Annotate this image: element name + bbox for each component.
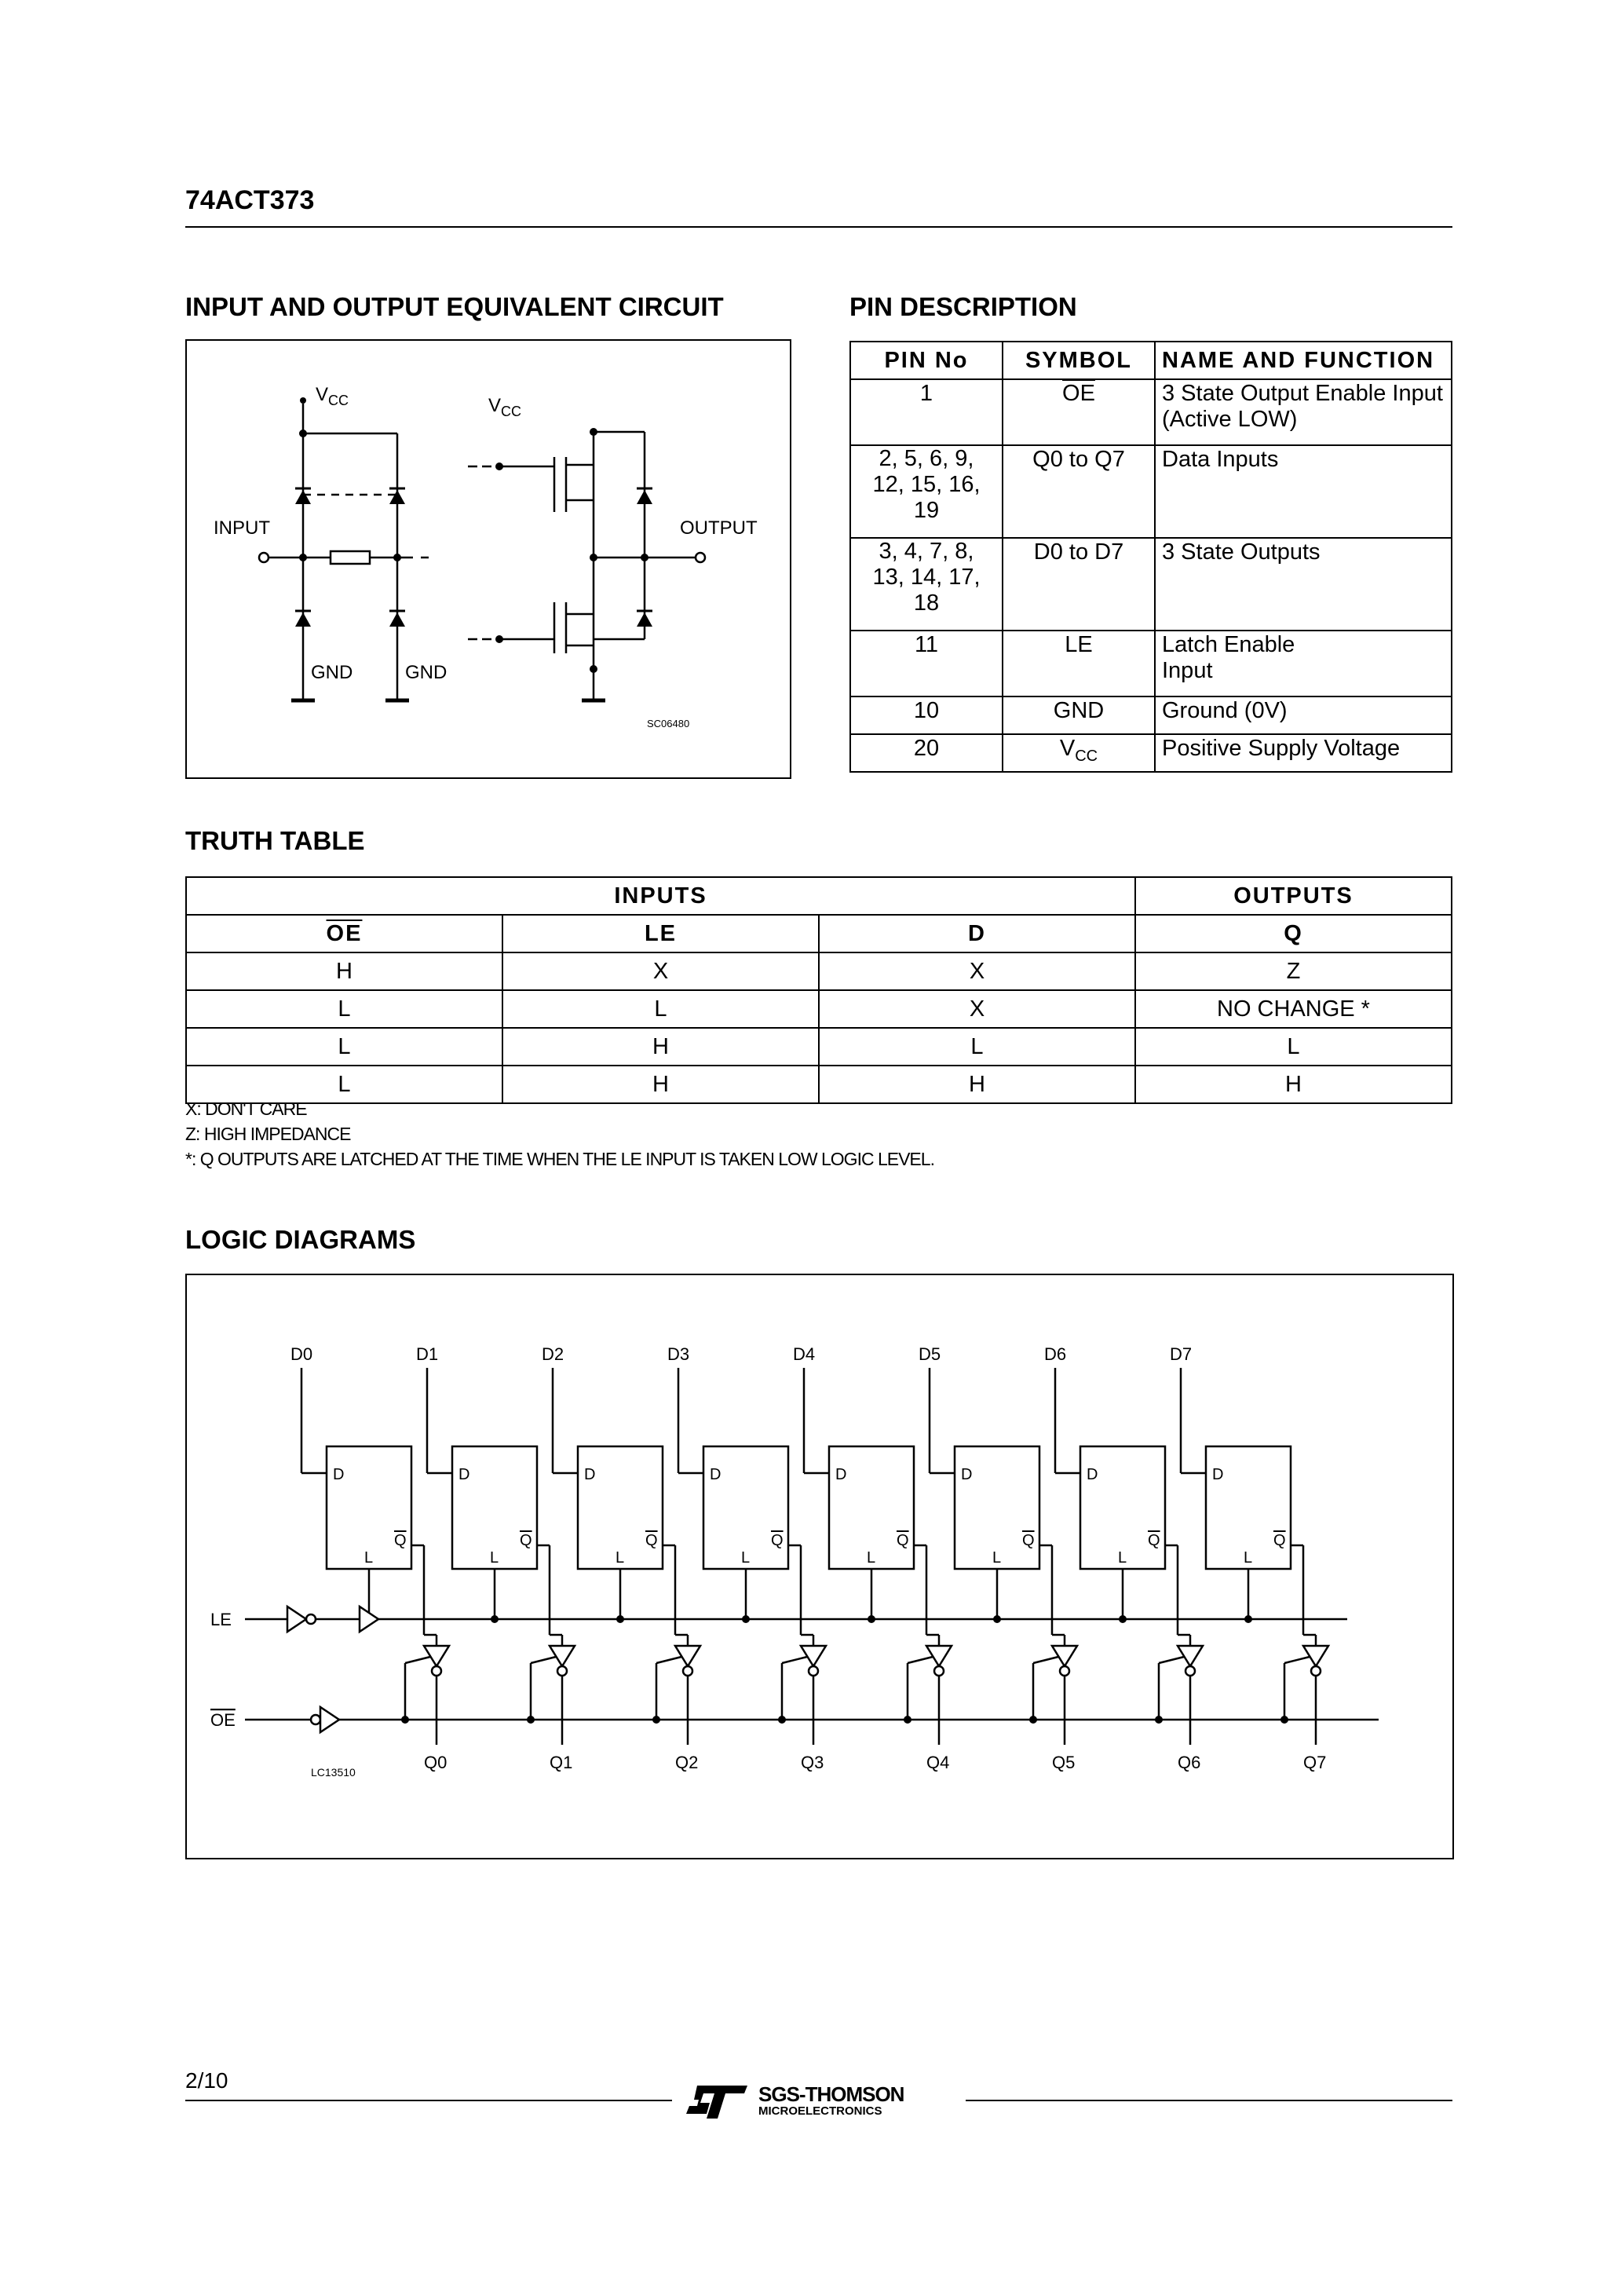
gnd-label-2: GND <box>405 662 448 683</box>
tristate-buffer <box>550 1646 575 1666</box>
note-dont-care: X: DON'T CARE <box>185 1099 307 1119</box>
oe-inverter <box>320 1707 339 1732</box>
pin-function: 3 State Outputs <box>1155 538 1452 631</box>
table-row <box>186 1028 1452 1066</box>
note-high-impedance: Z: HIGH IMPEDANCE <box>185 1124 351 1144</box>
tristate-bubble <box>809 1666 818 1676</box>
pin-number: 10 <box>850 696 1003 734</box>
pin-col-header: PIN No <box>850 342 1003 379</box>
latch-q-pin: Q <box>645 1532 658 1549</box>
q-output-label: Q2 <box>675 1753 699 1772</box>
io-circuit-heading: INPUT AND OUTPUT EQUIVALENT CIRCUIT <box>185 292 724 321</box>
gnd-label-1: GND <box>311 662 353 683</box>
latch-l-pin: L <box>992 1549 1002 1567</box>
footer-rule-right <box>966 2100 1452 2101</box>
outputs-group-header: OUTPUTS <box>1135 877 1452 915</box>
q-output-label: Q4 <box>926 1753 950 1772</box>
pin-symbol: Q0 to Q7 <box>1003 445 1155 538</box>
oe-wire <box>405 1657 430 1663</box>
table-cell: L <box>819 1028 1135 1066</box>
le-label: LE <box>210 1610 232 1629</box>
brand-logo <box>686 2082 953 2122</box>
latch-q-pin: Q <box>394 1532 407 1549</box>
inputs-group-header: INPUTS <box>186 877 1135 915</box>
latch-l-pin: L <box>616 1549 625 1567</box>
latch-l-pin: L <box>1118 1549 1127 1567</box>
tristate-buffer <box>1052 1646 1077 1666</box>
tristate-bubble <box>1060 1666 1069 1676</box>
pin-symbol: $V_{CC}$ <box>1003 734 1155 772</box>
logic-diagrams-heading: LOGIC DIAGRAMS <box>185 1225 416 1254</box>
pin-description-heading: PIN DESCRIPTION <box>849 292 1077 321</box>
d-input-label: D1 <box>416 1344 439 1364</box>
latch-d-pin: D <box>584 1466 596 1483</box>
brand-subtitle: MICROELECTRONICS <box>758 2104 882 2118</box>
table-row <box>850 631 1452 696</box>
table-cell: L <box>186 990 502 1028</box>
table-cell: H <box>502 1028 819 1066</box>
latch-d-pin: D <box>1212 1466 1224 1483</box>
latch-d-pin: D <box>961 1466 973 1483</box>
footer-rule-left <box>185 2100 672 2101</box>
q-output-label: Q6 <box>1178 1753 1201 1772</box>
pin-function: Data Inputs <box>1155 445 1452 538</box>
symbol-col-header: SYMBOL <box>1003 342 1155 379</box>
pin-symbol: D0 to D7 <box>1003 538 1155 631</box>
latch-l-pin: L <box>867 1549 876 1567</box>
latch-l-pin: L <box>1244 1549 1253 1567</box>
tristate-bubble <box>1185 1666 1195 1676</box>
latch-q-pin: Q <box>1273 1532 1286 1549</box>
logic-code: LC13510 <box>311 1766 356 1779</box>
note-latched: *: Q OUTPUTS ARE LATCHED AT THE TIME WHEN THE LE INPUT IS TAKEN LOW LOGIC LEVEL. <box>185 1149 934 1169</box>
d-input-label: D7 <box>1170 1344 1193 1364</box>
oe-wire <box>908 1657 933 1663</box>
latch-d-pin: D <box>333 1466 345 1483</box>
table-cell: H <box>186 952 502 990</box>
table-cell: X <box>819 952 1135 990</box>
page-number: 2/10 <box>185 2068 228 2093</box>
tristate-buffer <box>1178 1646 1203 1666</box>
latch-d-pin: D <box>710 1466 721 1483</box>
circuit-code: SC06480 <box>647 718 690 729</box>
output-label: OUTPUT <box>680 517 758 539</box>
q-col-header: Q <box>1135 915 1452 952</box>
tristate-bubble <box>557 1666 567 1676</box>
q-output-label: Q0 <box>424 1753 448 1772</box>
part-number: 74ACT373 <box>185 185 315 215</box>
pin-number: 1 <box>850 379 1003 445</box>
table-cell: H <box>502 1066 819 1103</box>
table-row <box>850 445 1452 538</box>
st-logo-icon <box>686 2082 749 2120</box>
oe-wire <box>1284 1657 1310 1663</box>
d-input-label: D4 <box>793 1344 816 1364</box>
table-row <box>186 990 1452 1028</box>
oe-wire <box>782 1657 807 1663</box>
pin-symbol: LE <box>1003 631 1155 696</box>
header-rule <box>185 226 1452 228</box>
table-row <box>850 379 1452 445</box>
oe-wire <box>656 1657 681 1663</box>
table-cell: L <box>186 1028 502 1066</box>
tristate-buffer <box>801 1646 826 1666</box>
pin-description-table <box>849 341 1452 773</box>
oe-label: OE <box>210 1710 236 1730</box>
table-row <box>850 538 1452 631</box>
pin-function: Latch Enable Input <box>1155 631 1452 696</box>
latch-q-pin: Q <box>1148 1532 1160 1549</box>
oe-wire <box>1159 1657 1184 1663</box>
oe-col-header: $\overline{OE}$ <box>186 915 502 952</box>
q-output-label: Q7 <box>1303 1753 1327 1772</box>
vcc-left-label: $V_{CC}$ <box>316 384 349 408</box>
le-inverter <box>287 1607 306 1632</box>
pin-number: 20 <box>850 734 1003 772</box>
tristate-bubble <box>1311 1666 1321 1676</box>
oe-wire <box>531 1657 556 1663</box>
table-cell: L <box>1135 1028 1452 1066</box>
d-col-header: D <box>819 915 1135 952</box>
pin-number: 2, 5, 6, 9, 12, 15, 16, 19 <box>850 445 1003 538</box>
latch-q-pin: Q <box>771 1532 784 1549</box>
truth-table-notes <box>185 1096 934 1172</box>
logic-diagram <box>185 1274 1454 1859</box>
pin-function: Ground (0V) <box>1155 696 1452 734</box>
q-output-label: Q3 <box>801 1753 824 1772</box>
pin-function: 3 State Output Enable Input (Active LOW) <box>1155 379 1452 445</box>
table-cell: NO CHANGE * <box>1135 990 1452 1028</box>
truth-table-column-row <box>186 915 1452 952</box>
brand-name: SGS-THOMSON <box>758 2082 904 2106</box>
latch-q-pin: Q <box>1022 1532 1035 1549</box>
tristate-buffer <box>675 1646 700 1666</box>
latch-d-pin: D <box>1087 1466 1098 1483</box>
table-row <box>850 734 1452 772</box>
table-cell: L <box>502 990 819 1028</box>
tristate-bubble <box>934 1666 944 1676</box>
pin-function: Positive Supply Voltage <box>1155 734 1452 772</box>
io-equivalent-circuit <box>185 339 791 779</box>
latch-d-pin: D <box>835 1466 847 1483</box>
table-cell: Z <box>1135 952 1452 990</box>
latch-l-pin: L <box>741 1549 751 1567</box>
vcc-right-label: $V_{CC}$ <box>488 395 522 419</box>
pin-symbol: $\overline{OE}$ <box>1003 379 1155 445</box>
tristate-buffer <box>1303 1646 1328 1666</box>
table-row <box>850 696 1452 734</box>
latch-d-pin: D <box>458 1466 470 1483</box>
latch-l-pin: L <box>490 1549 499 1567</box>
tristate-buffer <box>424 1646 449 1666</box>
pin-table-header-row <box>850 342 1452 379</box>
pin-number: 3, 4, 7, 8, 13, 14, 17, 18 <box>850 538 1003 631</box>
pin-symbol: GND <box>1003 696 1155 734</box>
tristate-bubble <box>683 1666 692 1676</box>
truth-table <box>185 876 1452 1104</box>
pin-number: 11 <box>850 631 1003 696</box>
table-cell: H <box>1135 1066 1452 1103</box>
tristate-buffer <box>926 1646 952 1666</box>
oe-wire <box>1033 1657 1058 1663</box>
function-col-header: NAME AND FUNCTION <box>1155 342 1452 379</box>
table-cell: X <box>502 952 819 990</box>
table-cell: X <box>819 990 1135 1028</box>
q-output-label: Q1 <box>550 1753 573 1772</box>
table-cell: H <box>819 1066 1135 1103</box>
le-col-header: LE <box>502 915 819 952</box>
table-cell: L <box>186 1066 502 1103</box>
input-label: INPUT <box>214 517 270 539</box>
d-input-label: D0 <box>290 1344 313 1364</box>
tristate-bubble <box>432 1666 441 1676</box>
latch-q-pin: Q <box>897 1532 909 1549</box>
d-input-label: D2 <box>542 1344 564 1364</box>
latch-l-pin: L <box>364 1549 374 1567</box>
table-row <box>186 952 1452 990</box>
d-input-label: D5 <box>919 1344 941 1364</box>
truth-table-group-row <box>186 877 1452 915</box>
truth-table-heading: TRUTH TABLE <box>185 826 365 855</box>
latch-q-pin: Q <box>520 1532 532 1549</box>
d-input-label: D3 <box>667 1344 690 1364</box>
q-output-label: Q5 <box>1052 1753 1076 1772</box>
d-input-label: D6 <box>1044 1344 1067 1364</box>
